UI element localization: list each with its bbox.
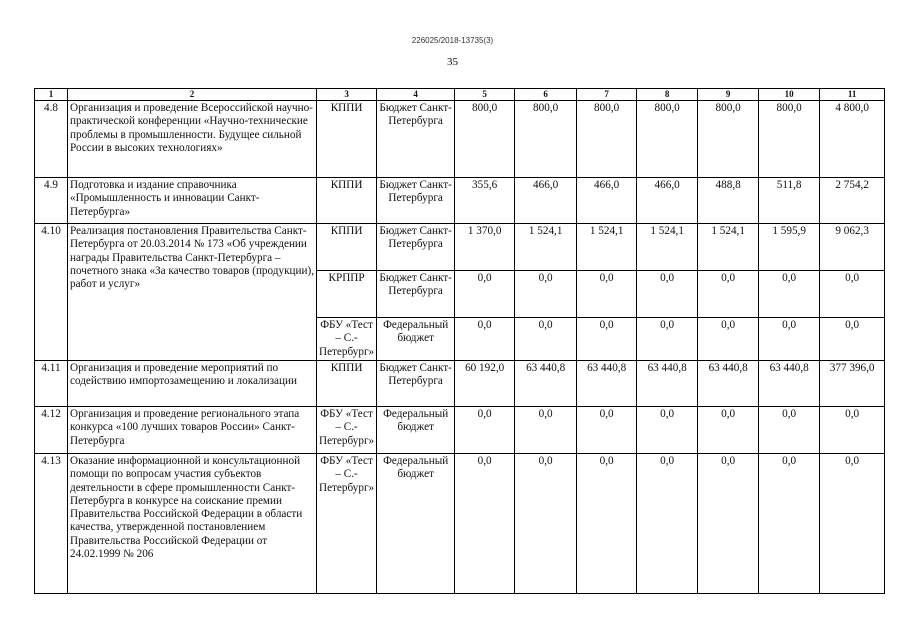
year-value-cell: 0,0 <box>698 271 759 318</box>
funding-source-cell: Бюджет Санкт-Петербурга <box>377 101 455 178</box>
year-value-cell: 0,0 <box>698 454 759 594</box>
year-value-cell: 0,0 <box>759 271 820 318</box>
item-description: Организация и проведение мероприятий по содействию импортозамещению и локализации <box>68 361 317 407</box>
year-value-cell: 1 524,1 <box>637 224 698 271</box>
funding-source-cell: Федеральный бюджет <box>377 454 455 594</box>
year-value-cell: 800,0 <box>698 101 759 178</box>
executor-cell: КРППР <box>317 271 377 318</box>
table-row <box>35 454 885 594</box>
total-value-cell: 4 800,0 <box>820 101 885 178</box>
funding-source-cell: Бюджет Санкт-Петербурга <box>377 361 455 407</box>
year-value-cell: 466,0 <box>637 178 698 224</box>
total-value-cell: 377 396,0 <box>820 361 885 407</box>
year-value-cell: 511,8 <box>759 178 820 224</box>
item-number: 4.13 <box>35 454 68 594</box>
year-value-cell: 800,0 <box>577 101 637 178</box>
year-value-cell: 466,0 <box>577 178 637 224</box>
year-value-cell: 800,0 <box>455 101 515 178</box>
funding-source-cell: Бюджет Санкт-Петербурга <box>377 178 455 224</box>
column-header: 1 <box>35 89 68 101</box>
table-row <box>35 224 885 271</box>
funding-source-cell: Бюджет Санкт-Петербурга <box>377 224 455 271</box>
executor-cell: ФБУ «Тест – С.-Петербург» <box>317 454 377 594</box>
year-value-cell: 1 524,1 <box>515 224 577 271</box>
funding-source-cell: Федеральный бюджет <box>377 318 455 361</box>
year-value-cell: 1 524,1 <box>698 224 759 271</box>
item-number: 4.11 <box>35 361 68 407</box>
total-value-cell: 0,0 <box>820 318 885 361</box>
year-value-cell: 0,0 <box>455 271 515 318</box>
item-number: 4.8 <box>35 101 68 178</box>
budget-table <box>34 88 885 594</box>
column-header: 3 <box>317 89 377 101</box>
year-value-cell: 0,0 <box>759 407 820 454</box>
column-header-row <box>35 89 885 101</box>
column-header: 11 <box>820 89 885 101</box>
page-number: 35 <box>447 56 458 68</box>
year-value-cell: 0,0 <box>577 454 637 594</box>
year-value-cell: 0,0 <box>577 407 637 454</box>
year-value-cell: 0,0 <box>455 318 515 361</box>
column-header: 10 <box>759 89 820 101</box>
item-description: Подготовка и издание справочника «Промышленность и инновации Санкт-Петербурга» <box>68 178 317 224</box>
year-value-cell: 0,0 <box>759 454 820 594</box>
executor-cell: КППИ <box>317 178 377 224</box>
column-header: 6 <box>515 89 577 101</box>
column-header: 5 <box>455 89 515 101</box>
funding-source-cell: Бюджет Санкт-Петербурга <box>377 271 455 318</box>
year-value-cell: 1 370,0 <box>455 224 515 271</box>
year-value-cell: 0,0 <box>698 407 759 454</box>
year-value-cell: 0,0 <box>637 271 698 318</box>
year-value-cell: 800,0 <box>759 101 820 178</box>
year-value-cell: 63 440,8 <box>759 361 820 407</box>
year-value-cell: 0,0 <box>577 271 637 318</box>
item-description: Оказание информационной и консультационной помощи по вопросам участия субъектов деятельности в сфере промышленности Санкт-Петербурга в конкурсе на соискание премии Правительства Российской Федерации в области качества, утвержденной постановлением Правительства Российской Федерации от 24.02.1999 № 206 <box>68 454 317 594</box>
column-header: 8 <box>637 89 698 101</box>
year-value-cell: 0,0 <box>455 407 515 454</box>
year-value-cell: 63 440,8 <box>637 361 698 407</box>
column-header: 9 <box>698 89 759 101</box>
executor-cell: ФБУ «Тест – С.-Петербург» <box>317 318 377 361</box>
table-row <box>35 407 885 454</box>
total-value-cell: 9 062,3 <box>820 224 885 271</box>
year-value-cell: 60 192,0 <box>455 361 515 407</box>
year-value-cell: 488,8 <box>698 178 759 224</box>
year-value-cell: 63 440,8 <box>698 361 759 407</box>
item-number: 4.12 <box>35 407 68 454</box>
column-header: 7 <box>577 89 637 101</box>
year-value-cell: 355,6 <box>455 178 515 224</box>
year-value-cell: 0,0 <box>637 318 698 361</box>
item-number: 4.9 <box>35 178 68 224</box>
year-value-cell: 0,0 <box>637 407 698 454</box>
total-value-cell: 2 754,2 <box>820 178 885 224</box>
executor-cell: КППИ <box>317 224 377 271</box>
year-value-cell: 0,0 <box>515 318 577 361</box>
total-value-cell: 0,0 <box>820 271 885 318</box>
year-value-cell: 0,0 <box>577 318 637 361</box>
item-description: Организация и проведение Всероссийской научно-практической конференции «Научно-технические проблемы в промышленности. Будущее сильной России в высоких технологиях» <box>68 101 317 178</box>
year-value-cell: 63 440,8 <box>515 361 577 407</box>
year-value-cell: 1 524,1 <box>577 224 637 271</box>
funding-source-cell: Федеральный бюджет <box>377 407 455 454</box>
year-value-cell: 0,0 <box>759 318 820 361</box>
total-value-cell: 0,0 <box>820 407 885 454</box>
item-description: Организация и проведение регионального этапа конкурса «100 лучших товаров России» Санкт-Петербурга <box>68 407 317 454</box>
column-header: 2 <box>68 89 317 101</box>
year-value-cell: 800,0 <box>637 101 698 178</box>
year-value-cell: 63 440,8 <box>577 361 637 407</box>
item-description: Реализация постановления Правительства Санкт-Петербурга от 20.03.2014 № 173 «Об учреждении награды Правительства Санкт-Петербурга – почетного знака «За качество товаров (продукции), работ и услуг» <box>68 224 317 361</box>
year-value-cell: 0,0 <box>515 454 577 594</box>
document-id: 226025/2018-13735(3) <box>411 36 494 45</box>
table-row <box>35 178 885 224</box>
year-value-cell: 466,0 <box>515 178 577 224</box>
year-value-cell: 1 595,9 <box>759 224 820 271</box>
total-value-cell: 0,0 <box>820 454 885 594</box>
year-value-cell: 0,0 <box>698 318 759 361</box>
executor-cell: КППИ <box>317 361 377 407</box>
item-number: 4.10 <box>35 224 68 361</box>
column-header: 4 <box>377 89 455 101</box>
table-row <box>35 101 885 178</box>
year-value-cell: 800,0 <box>515 101 577 178</box>
table-row <box>35 361 885 407</box>
year-value-cell: 0,0 <box>455 454 515 594</box>
year-value-cell: 0,0 <box>515 407 577 454</box>
executor-cell: ФБУ «Тест – С.-Петербург» <box>317 407 377 454</box>
year-value-cell: 0,0 <box>515 271 577 318</box>
executor-cell: КППИ <box>317 101 377 178</box>
year-value-cell: 0,0 <box>637 454 698 594</box>
